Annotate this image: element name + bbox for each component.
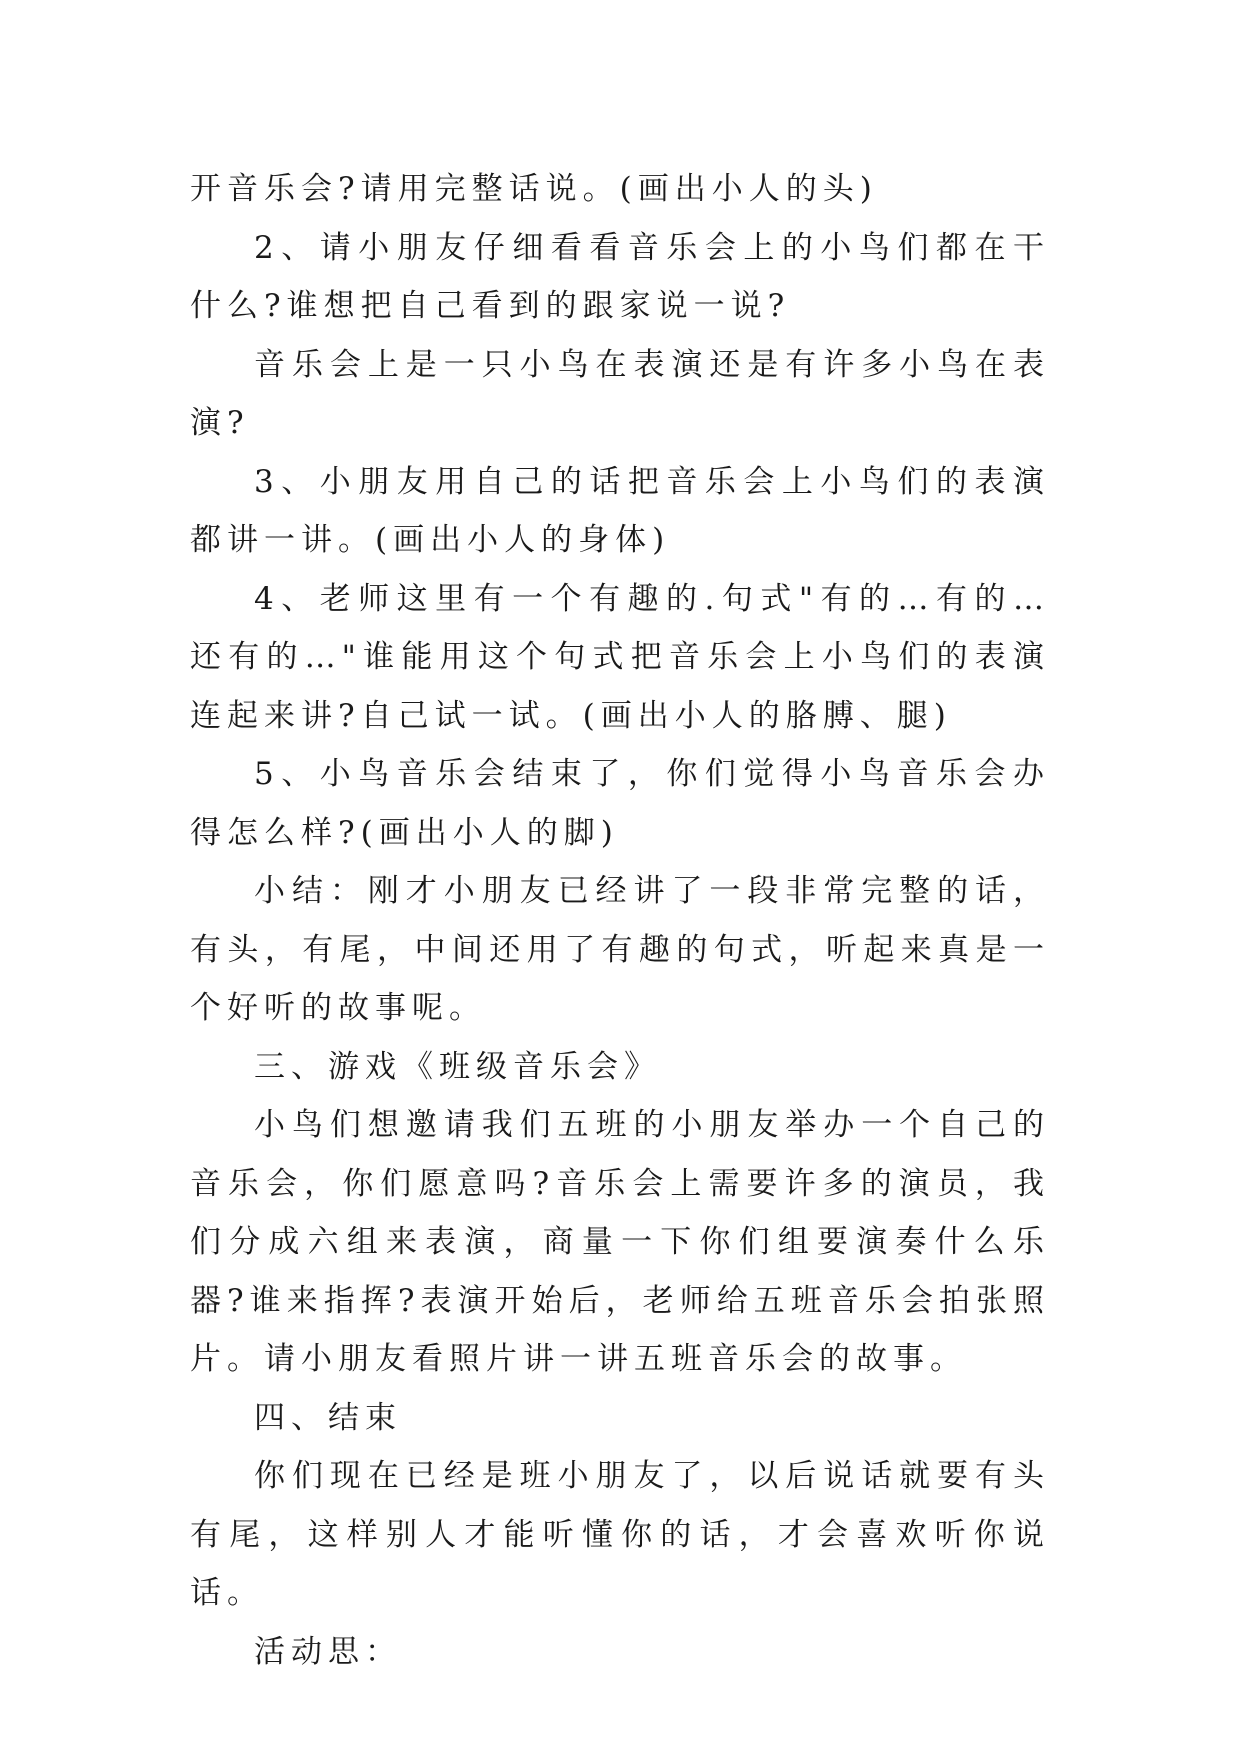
document-body <box>190 160 1050 1681</box>
paragraph-step-2: 2、请小朋友仔细看看音乐会上的小鸟们都在干什么?谁想把自己看到的跟家说一说? <box>190 229 1050 324</box>
paragraph-continuation: 开音乐会?请用完整话说。(画出小人的头) <box>190 171 878 207</box>
paragraph-step-3: 3、小朋友用自己的话把音乐会上小鸟们的表演都讲一讲。(画出小人的身体) <box>190 463 1050 558</box>
paragraph-step-4: 4、老师这里有一个有趣的.句式"有的…有的…还有的…"谁能用这个句式把音乐会上小鸟们的表演连起来讲?自己试一试。(画出小人的胳膊、腿) <box>190 580 1050 734</box>
section-heading-end: 四、结束 <box>254 1399 402 1436</box>
paragraph-summary: 小结：刚才小朋友已经讲了一段非常完整的话，有头，有尾，中间还用了有趣的句式，听起来真是一个好听的故事呢。 <box>190 873 1050 1026</box>
paragraph-game: 小鸟们想邀请我们五班的小朋友举办一个自己的音乐会，你们愿意吗?音乐会上需要许多的演员，我们分成六组来表演，商量一下你们组要演奏什么乐器?谁来指挥?表演开始后，老师给五班音乐会拍张照片。请小朋友看照片讲一讲五班音乐会的故事。 <box>190 1107 1050 1377</box>
section-heading-game: 三、游戏《班级音乐会》 <box>254 1048 661 1085</box>
paragraph-end: 你们现在已经是班小朋友了，以后说话就要有头有尾，这样别人才能听懂你的话，才会喜欢听你说话。 <box>190 1458 1050 1611</box>
paragraph-question: 音乐会上是一只小鸟在表演还是有许多小鸟在表演? <box>190 346 1050 441</box>
paragraph-step-5: 5、小鸟音乐会结束了，你们觉得小鸟音乐会办得怎么样?(画出小人的脚) <box>190 756 1050 851</box>
section-heading-reflection: 活动思： <box>254 1633 402 1670</box>
